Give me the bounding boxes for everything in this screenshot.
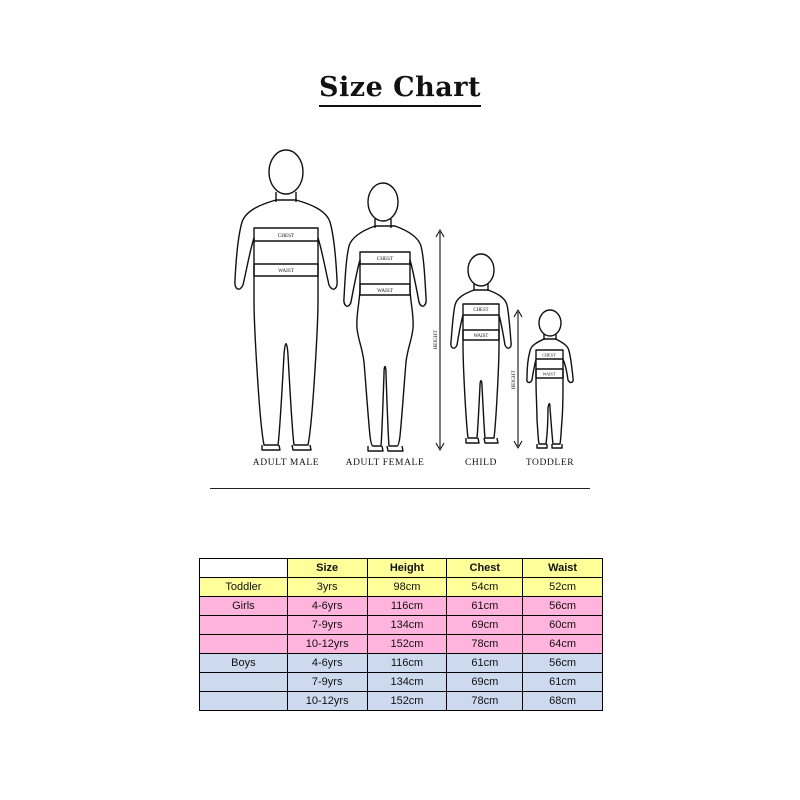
page-title [0, 72, 800, 103]
row-height: 134cm [367, 616, 447, 635]
row-chest: 69cm [447, 673, 523, 692]
header-size: Size [287, 559, 367, 578]
row-size: 4-6yrs [287, 597, 367, 616]
row-waist: 64cm [523, 635, 603, 654]
waist-label-child: WAIST [473, 334, 489, 339]
row-waist: 52cm [523, 578, 603, 597]
header-waist: Waist [523, 559, 603, 578]
row-height: 116cm [367, 654, 447, 673]
figure-caption-toddler: TODDLER [525, 458, 575, 468]
row-group-label [200, 635, 288, 654]
header-height: Height [367, 559, 447, 578]
row-group-label [200, 616, 288, 635]
page-title-text: Size Chart [319, 72, 481, 107]
chest-label-adult-male: CHEST [277, 233, 295, 239]
header-chest: Chest [447, 559, 523, 578]
row-group-label: Boys [200, 654, 288, 673]
figure-illustrations [200, 140, 600, 490]
adult-female-figure [344, 183, 426, 451]
row-size: 7-9yrs [287, 673, 367, 692]
row-size: 7-9yrs [287, 616, 367, 635]
table-row [200, 597, 603, 616]
row-height: 152cm [367, 692, 447, 711]
figure-caption-child: CHILD [464, 458, 498, 468]
row-chest: 69cm [447, 616, 523, 635]
row-chest: 61cm [447, 654, 523, 673]
size-table [199, 558, 603, 711]
height-label-toddler: HEIGHT [511, 370, 517, 390]
table-row [200, 616, 603, 635]
table-row [200, 654, 603, 673]
row-chest: 61cm [447, 597, 523, 616]
row-waist: 60cm [523, 616, 603, 635]
waist-label-adult-female: WAIST [377, 288, 393, 294]
row-size: 4-6yrs [287, 654, 367, 673]
table-row [200, 673, 603, 692]
waist-label-adult-male: WAIST [278, 268, 294, 274]
table-header-row [200, 559, 603, 578]
figure-caption-adult-male: ADULT MALE [252, 458, 320, 468]
table-row [200, 692, 603, 711]
row-size: 10-12yrs [287, 692, 367, 711]
row-group-label [200, 673, 288, 692]
row-group-label: Girls [200, 597, 288, 616]
row-chest: 78cm [447, 635, 523, 654]
header-group [200, 559, 288, 578]
row-waist: 61cm [523, 673, 603, 692]
row-group-label [200, 692, 288, 711]
waist-label-toddler: WAIST [542, 371, 556, 377]
row-group-label: Toddler [200, 578, 288, 597]
child-figure [451, 254, 511, 443]
chest-label-toddler: CHEST [542, 352, 556, 358]
row-height: 116cm [367, 597, 447, 616]
row-height: 98cm [367, 578, 447, 597]
row-waist: 56cm [523, 654, 603, 673]
row-waist: 68cm [523, 692, 603, 711]
toddler-figure [527, 310, 573, 448]
row-chest: 78cm [447, 692, 523, 711]
row-chest: 54cm [447, 578, 523, 597]
chest-label-child: CHEST [473, 308, 489, 313]
row-height: 134cm [367, 673, 447, 692]
height-label-adult: HEIGHT [433, 330, 439, 350]
chest-label-adult-female: CHEST [376, 256, 394, 262]
row-waist: 56cm [523, 597, 603, 616]
section-divider [210, 488, 590, 489]
figure-caption-adult-female: ADULT FEMALE [345, 458, 425, 468]
row-size: 3yrs [287, 578, 367, 597]
row-size: 10-12yrs [287, 635, 367, 654]
table-row [200, 635, 603, 654]
table-row [200, 578, 603, 597]
size-table-wrapper [199, 558, 603, 711]
row-height: 152cm [367, 635, 447, 654]
body-silhouettes-svg [200, 140, 600, 490]
adult-male-figure [235, 150, 337, 450]
